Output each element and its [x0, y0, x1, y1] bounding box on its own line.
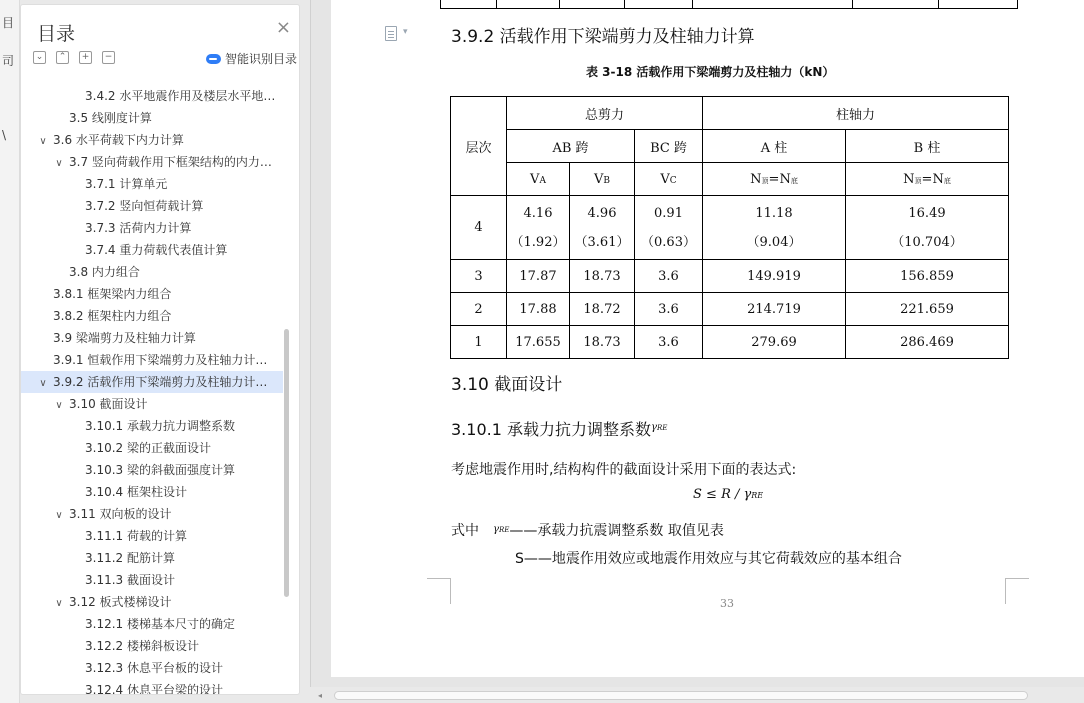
- header-total-shear: 总剪力: [507, 97, 703, 130]
- cell-nb: 221.659: [846, 293, 1009, 326]
- document-page: [331, 0, 1084, 677]
- toc-item-label: 3.7.2 竖向恒荷载计算: [85, 199, 204, 213]
- expand-icon[interactable]: ⌃: [56, 51, 69, 64]
- cell-layer: 1: [451, 326, 507, 359]
- chevron-down-icon[interactable]: ▾: [403, 27, 408, 37]
- toc-item[interactable]: [21, 657, 283, 679]
- toc-item-label: 3.10.2 梁的正截面设计: [85, 441, 211, 455]
- cell-vb: 18.73: [570, 326, 635, 359]
- cell-na: 11.18 （9.04）: [703, 196, 846, 260]
- toc-item[interactable]: [21, 591, 283, 613]
- cell-vc: 0.91 （0.63）: [635, 196, 703, 260]
- page-corner-mark-left: [427, 578, 451, 604]
- toc-panel: [20, 4, 300, 695]
- collapse-icon[interactable]: ⌄: [33, 51, 46, 64]
- toc-item[interactable]: [21, 239, 283, 261]
- cell-vc: 3.6: [635, 326, 703, 359]
- horizontal-scrollbar[interactable]: [310, 687, 1084, 703]
- gamma-re-symbol: γRE: [650, 422, 668, 433]
- design-formula: S ≤ R / γRE: [693, 487, 764, 502]
- chevron-down-icon[interactable]: ∨: [55, 158, 63, 169]
- toc-item[interactable]: [21, 371, 283, 393]
- cell-vb: 4.96 （3.61）: [570, 196, 635, 260]
- page-corner-mark-right: [1005, 578, 1029, 604]
- cell-vb: 18.73: [570, 260, 635, 293]
- cell-na: 279.69: [703, 326, 846, 359]
- toc-item[interactable]: [21, 129, 283, 151]
- toc-item-label: 3.9.2 活载作用下梁端剪力及柱轴力计…: [53, 375, 268, 389]
- toc-item-label: 3.8.1 框架梁内力组合: [53, 287, 172, 301]
- remove-heading-icon[interactable]: −: [102, 51, 115, 64]
- header-layer: 层次: [451, 97, 507, 196]
- heading-3-10-1: 3.10.1 承载力抗力调整系数$^{\gamma RE}$: [451, 420, 668, 439]
- toc-item[interactable]: [21, 305, 283, 327]
- toc-item-label: 3.11.2 配筋计算: [85, 551, 175, 565]
- toc-item[interactable]: [21, 85, 283, 107]
- paragraph-gamma-definition: 式中 $^{\gamma RE}$——承载力抗震调整系数 取值见表: [451, 523, 724, 539]
- cell-vb: 18.72: [570, 293, 635, 326]
- paragraph-seismic: 考虑地震作用时,结构构件的截面设计采用下面的表达式:: [451, 462, 797, 478]
- strip-glyph-0[interactable]: 目: [2, 16, 15, 30]
- toc-title: 目录: [37, 23, 76, 45]
- toc-item-label: 3.5 线刚度计算: [69, 111, 152, 125]
- toc-item-label: 3.7.1 计算单元: [85, 177, 168, 191]
- header-ab-span: AB 跨: [507, 130, 635, 163]
- chevron-down-icon[interactable]: ∨: [55, 400, 63, 411]
- smart-toc-button[interactable]: [206, 50, 297, 67]
- toc-item-label: 3.10.1 承载力抗力调整系数: [85, 419, 235, 433]
- toc-scrollbar[interactable]: [284, 329, 289, 597]
- header-bc-span: BC 跨: [635, 130, 703, 163]
- toc-item[interactable]: [21, 173, 283, 195]
- table-caption: 表 3-18 活载作用下梁端剪力及柱轴力（kN）: [586, 65, 835, 79]
- header-na: N顶=N底: [703, 163, 846, 196]
- toc-item-label: 3.8.2 框架柱内力组合: [53, 309, 172, 323]
- cell-layer: 3: [451, 260, 507, 293]
- cell-vc: 3.6: [635, 293, 703, 326]
- scroll-left-icon[interactable]: ◂: [318, 691, 323, 700]
- previous-table-bottom: [440, 0, 1018, 9]
- toc-item-label: 3.12.4 休息平台梁的设计: [85, 683, 223, 695]
- toc-item-label: 3.8 内力组合: [69, 265, 140, 279]
- toc-item[interactable]: [21, 679, 283, 695]
- chevron-down-icon[interactable]: ∨: [55, 510, 63, 521]
- toc-item-label: 3.12 板式楼梯设计: [69, 595, 172, 609]
- toc-item-label: 3.4.2 水平地震作用及楼层水平地…: [85, 89, 276, 103]
- header-vc: VC: [635, 163, 703, 196]
- header-va: VA: [507, 163, 570, 196]
- toc-item[interactable]: [21, 261, 283, 283]
- header-vb: VB: [570, 163, 635, 196]
- toc-item-label: 3.12.2 楼梯斜板设计: [85, 639, 199, 653]
- toc-item-label: 3.11.3 截面设计: [85, 573, 175, 587]
- toc-item[interactable]: [21, 283, 283, 305]
- cell-nb: 286.469: [846, 326, 1009, 359]
- cell-nb: 156.859: [846, 260, 1009, 293]
- toc-item-label: 3.6 水平荷载下内力计算: [53, 133, 184, 147]
- toc-item[interactable]: [21, 415, 283, 437]
- toc-item[interactable]: [21, 635, 283, 657]
- toc-item-label: 3.10.3 梁的斜截面强度计算: [85, 463, 235, 477]
- page-number: 33: [720, 597, 734, 610]
- strip-glyph-1[interactable]: 司: [2, 54, 15, 68]
- toc-item[interactable]: [21, 217, 283, 239]
- toc-item[interactable]: [21, 107, 283, 129]
- toc-item-label: 3.11.1 荷载的计算: [85, 529, 187, 543]
- toc-item[interactable]: [21, 349, 283, 371]
- header-column-a: A 柱: [703, 130, 846, 163]
- cloud-icon: [206, 54, 221, 64]
- toc-item[interactable]: [21, 569, 283, 591]
- add-heading-icon[interactable]: +: [79, 51, 92, 64]
- toc-item[interactable]: [21, 525, 283, 547]
- cell-va: 4.16 （1.92）: [507, 196, 570, 260]
- shear-axial-table: [450, 96, 1009, 359]
- toc-item-label: 3.7.4 重力荷载代表值计算: [85, 243, 228, 257]
- toc-item[interactable]: [21, 437, 283, 459]
- chevron-down-icon[interactable]: ∨: [55, 598, 63, 609]
- toc-item[interactable]: [21, 481, 283, 503]
- toc-item-label: 3.7.3 活荷内力计算: [85, 221, 192, 235]
- toc-item-label: 3.11 双向板的设计: [69, 507, 172, 521]
- chevron-down-icon[interactable]: ∨: [39, 136, 47, 147]
- toc-list: [21, 85, 283, 695]
- toc-item-label: 3.10 截面设计: [69, 397, 148, 411]
- toc-item-label: 3.9.1 恒载作用下梁端剪力及柱轴力计…: [53, 353, 268, 367]
- cell-na: 214.719: [703, 293, 846, 326]
- toc-item-label: 3.9 梁端剪力及柱轴力计算: [53, 331, 196, 345]
- toc-item-label: 3.7 竖向荷载作用下框架结构的内力…: [69, 155, 272, 169]
- header-column-b: B 柱: [846, 130, 1009, 163]
- table-row: [451, 260, 1009, 293]
- cell-vc: 3.6: [635, 260, 703, 293]
- cell-va: 17.87: [507, 260, 570, 293]
- toc-item[interactable]: [21, 151, 283, 173]
- toc-item-label: 3.10.4 框架柱设计: [85, 485, 187, 499]
- toc-item[interactable]: [21, 393, 283, 415]
- toc-item[interactable]: [21, 503, 283, 525]
- toc-item[interactable]: [21, 327, 283, 349]
- panel-divider[interactable]: [310, 0, 311, 703]
- paragraph-s-definition: S——地震作用效应或地震作用效应与其它荷载效应的基本组合: [515, 551, 902, 567]
- page-icon[interactable]: [385, 26, 397, 41]
- heading-3-9-2: 3.9.2 活载作用下梁端剪力及柱轴力计算: [451, 27, 755, 47]
- close-icon[interactable]: ×: [275, 17, 291, 38]
- left-side-strip: [0, 0, 20, 703]
- cell-nb: 16.49 （10.704）: [846, 196, 1009, 260]
- cell-na: 149.919: [703, 260, 846, 293]
- cell-layer: 2: [451, 293, 507, 326]
- toc-toolbar: [33, 51, 115, 64]
- table-row: [451, 293, 1009, 326]
- toc-item[interactable]: [21, 195, 283, 217]
- heading-3-10: 3.10 截面设计: [451, 375, 563, 395]
- toc-item-label: 3.12.3 休息平台板的设计: [85, 661, 223, 675]
- cell-layer: 4: [451, 196, 507, 260]
- header-axial-force: 柱轴力: [703, 97, 1009, 130]
- toc-item[interactable]: [21, 459, 283, 481]
- table-row: [451, 196, 1009, 260]
- cell-va: 17.655: [507, 326, 570, 359]
- horizontal-scroll-thumb[interactable]: [334, 691, 1028, 700]
- chevron-down-icon[interactable]: ∨: [39, 378, 47, 389]
- toc-item[interactable]: [21, 547, 283, 569]
- header-nb: N顶=N底: [846, 163, 1009, 196]
- smart-toc-label: 智能识别目录: [224, 52, 297, 66]
- toc-item-label: 3.12.1 楼梯基本尺寸的确定: [85, 617, 235, 631]
- strip-glyph-2: \: [2, 128, 7, 142]
- toc-item[interactable]: [21, 613, 283, 635]
- cell-va: 17.88: [507, 293, 570, 326]
- table-row: [451, 326, 1009, 359]
